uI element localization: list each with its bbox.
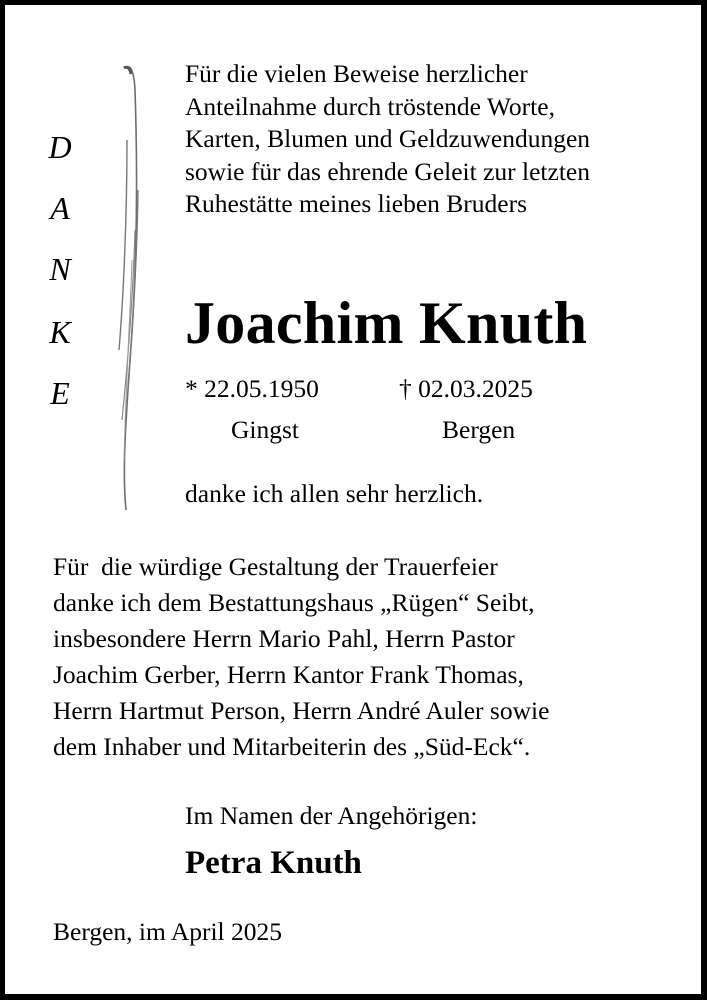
thanks-line: danke ich allen sehr herzlich. bbox=[185, 479, 484, 508]
body-line: Herrn Hartmut Person, Herrn André Auler sowie bbox=[53, 696, 550, 725]
signature-label: Im Namen der Angehörigen: bbox=[185, 801, 478, 830]
intro-line: sowie für das ehrende Geleit zur letzten bbox=[185, 156, 590, 186]
intro-line: Anteilnahme durch tröstende Worte, bbox=[185, 91, 555, 121]
heading-letter: K bbox=[49, 314, 71, 350]
signature-name: Petra Knuth bbox=[185, 845, 362, 881]
body-line: Für die würdige Gestaltung der Trauerfeier bbox=[53, 552, 498, 581]
body-line: Joachim Gerber, Herrn Kantor Frank Thomas, bbox=[53, 660, 524, 689]
body-line: danke ich dem Bestattungshaus „Rügen“ Seibt, bbox=[53, 588, 535, 617]
grass-stroke-ornament-icon bbox=[100, 60, 150, 520]
death-date: † 02.03.2025 bbox=[399, 374, 533, 403]
birth-date: * 22.05.1950 bbox=[185, 374, 319, 403]
heading-letter: E bbox=[50, 375, 70, 411]
body-line: insbesondere Herrn Mario Pahl, Herrn Pastor bbox=[53, 624, 515, 653]
intro-text bbox=[185, 58, 590, 221]
birth-star-icon: * bbox=[185, 374, 198, 403]
acknowledgement-paragraph bbox=[53, 549, 549, 765]
birth-place: Gingst bbox=[231, 415, 300, 444]
heading-letter: D bbox=[48, 129, 72, 165]
intro-line: Ruhestätte meines lieben Bruders bbox=[185, 189, 528, 218]
intro-line: Für die vielen Beweise herzlicher bbox=[185, 59, 528, 88]
body-line: dem Inhaber und Mitarbeiterin des „Süd-Eck“. bbox=[53, 732, 531, 761]
place-and-date: Bergen, im April 2025 bbox=[53, 917, 283, 946]
heading-letter: N bbox=[49, 251, 71, 287]
heading-letter: A bbox=[50, 190, 70, 226]
death-cross-icon: † bbox=[399, 374, 412, 403]
deceased-name: Joachim Knuth bbox=[185, 290, 588, 356]
obituary-notice bbox=[5, 5, 701, 994]
intro-line: Karten, Blumen und Geldzuwendungen bbox=[185, 124, 591, 153]
death-place: Bergen bbox=[442, 415, 516, 444]
